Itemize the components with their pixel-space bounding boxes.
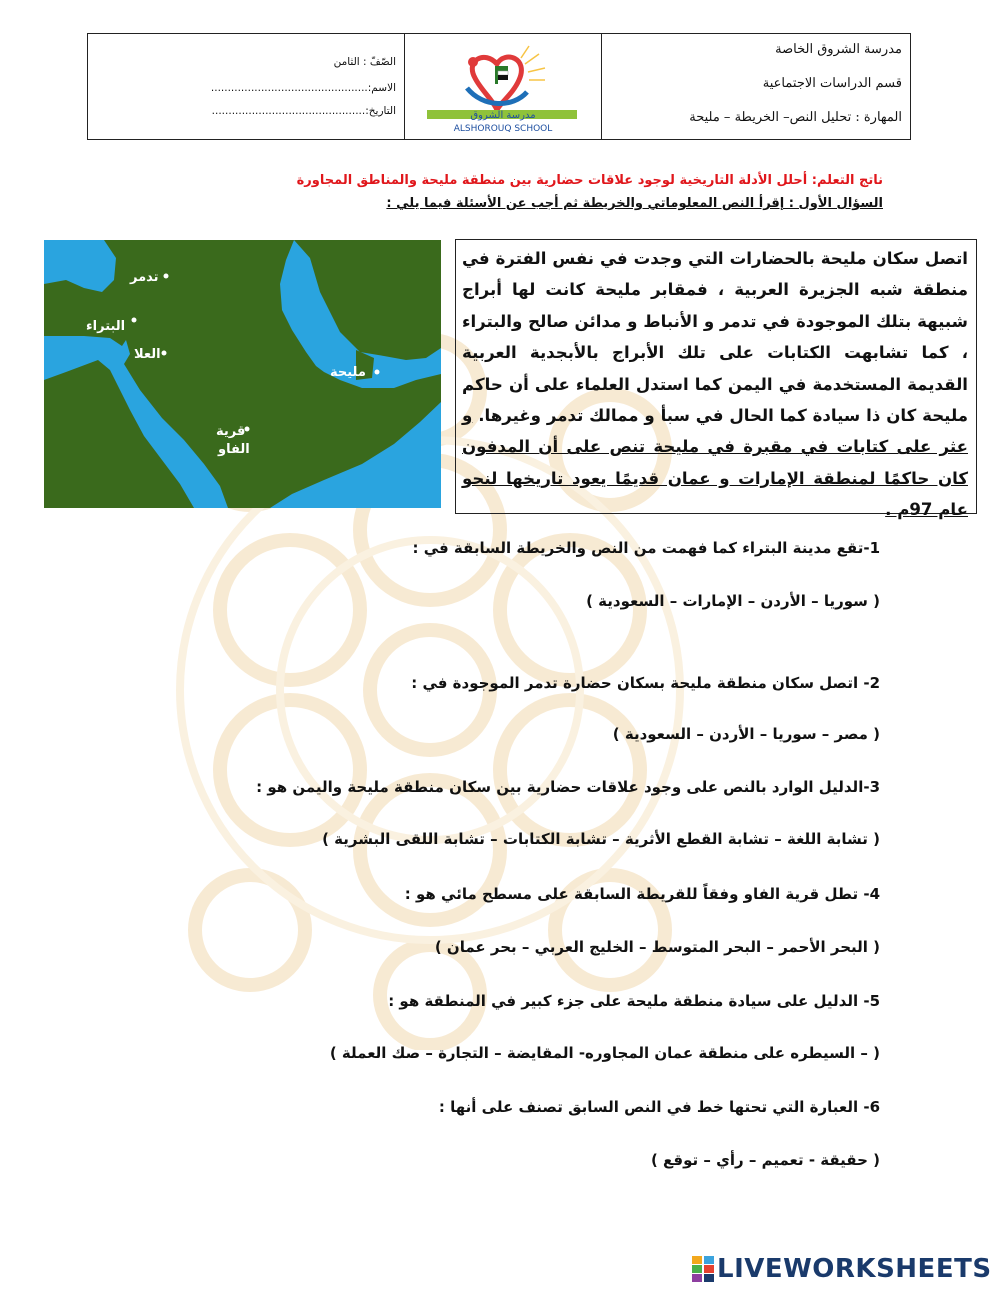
header-table	[87, 33, 911, 140]
question-4: 4- تطل قرية الفاو وفقاً للقريطة السابقة على مسطح مائي هو :	[404, 885, 880, 903]
ula-marker	[162, 351, 167, 356]
logo-english-text: ALSHOROUQ SCHOOL	[453, 124, 553, 134]
question-5: 5- الدليل على سيادة منطقة مليحة على جزء كبير في المنطقة هو :	[388, 992, 880, 1010]
petra-label: البتراء	[86, 319, 126, 334]
question-1: 1-تقع مدينة البتراء كما فهمت من النص والخريطة السابقة في :	[412, 539, 880, 557]
date-field: التاريخ:..............................................	[211, 105, 396, 117]
passage-box	[455, 239, 977, 520]
liveworksheets-text: LIVEWORKSHEETS	[717, 1254, 992, 1284]
name-field: الاسم:...............................................	[210, 82, 396, 94]
faw-label-2: الفاو	[218, 442, 250, 457]
skill-label: المهارة : تحليل النص– الخريطة – مليحة	[689, 110, 902, 125]
mleiha-label: مليحة	[330, 365, 366, 380]
ula-label: العلا	[134, 347, 161, 362]
liveworksheets-icon	[692, 1256, 714, 1282]
question-5-options: ( – السيطره على منطقة عمان المجاوره- المقايضة – التجارة – صك العملة )	[329, 1044, 880, 1062]
school-name: مدرسة الشروق الخاصة	[775, 42, 902, 57]
passage-text	[462, 243, 968, 526]
question-6-options: ( حقيقة - تعميم – رأي – توقع )	[650, 1151, 880, 1169]
student-info-cell	[88, 34, 405, 139]
question-6: 6- العبارة التي تحتها خط في النص السابق تصنف على أنها :	[438, 1098, 880, 1116]
grade-label: الصّفّ : الثامن	[333, 56, 396, 68]
question-3: 3-الدليل الوارد بالنص على وجود علاقات حضارية بين سكان منطقة مليحة واليمن هو :	[256, 778, 880, 796]
tadmur-label: تدمر	[130, 270, 159, 285]
department-name: قسم الدراسات الاجتماعية	[762, 76, 902, 91]
logo-arabic-text: مدرسة الشروق	[470, 110, 536, 121]
learning-outcome: ناتج التعلم: أحلل الأدلة التاريخية لوجود علاقات حضارية بين منطقة مليحة والمناطق المجاورة	[296, 173, 883, 188]
question-intro: السؤال الأول : إقرأ النص المعلوماتي والخريطة ثم أجب عن الأسئلة فيما يلي :	[386, 196, 883, 211]
region-map	[44, 240, 441, 508]
mleiha-marker	[375, 370, 380, 375]
passage-underlined: و عثر على كتابات في مقبرة في مليحة تنص على أن المدفون كان حاكمًا لمنطقة الإمارات و عمان قديمًا يعود تاريخها لنحو عام 97م .	[462, 406, 968, 520]
liveworksheets-logo	[692, 1252, 992, 1286]
question-2-options: ( مصر – سوريا – الأردن – السعودية )	[612, 725, 880, 743]
passage-main: اتصل سكان مليحة بالحضارات التي وجدت في نفس الفترة في منطقة شبه الجزيرة العربية ، فمقابر مليحة كانت لها أبراج شبيهة بتلك الموجودة في تدمر و الأنباط و مدائن صالح والبتراء ، كما تشابهت الكتابات على تلك الأبراج بالأبجدية العربية القديمة المستخدمة في اليمن كما استدل العلماء على أن حاكم مليحة كان ذا سيادة كما الحال في سبأ و ممالك تدمر وغيرها.	[462, 249, 968, 426]
question-4-options: ( البحر الأحمر – البحر المتوسط – الخليج العربي – بحر عمان )	[434, 938, 880, 956]
school-logo	[405, 34, 602, 141]
question-2: 2- اتصل سكان منطقة مليحة بسكان حضارة تدمر الموجودة في :	[411, 674, 880, 692]
school-info-cell	[602, 34, 910, 139]
faw-label-1: قرية	[216, 424, 246, 439]
logo-cell	[405, 34, 602, 139]
question-1-options: ( سوريا – الأردن – الإمارات – السعودية )	[586, 592, 880, 610]
question-3-options: ( تشابة اللغة – تشابة القطع الأثرية – تشابة الكتابات – تشابة اللقى البشرية )	[322, 830, 880, 848]
tadmur-marker	[164, 274, 169, 279]
petra-marker	[132, 318, 137, 323]
